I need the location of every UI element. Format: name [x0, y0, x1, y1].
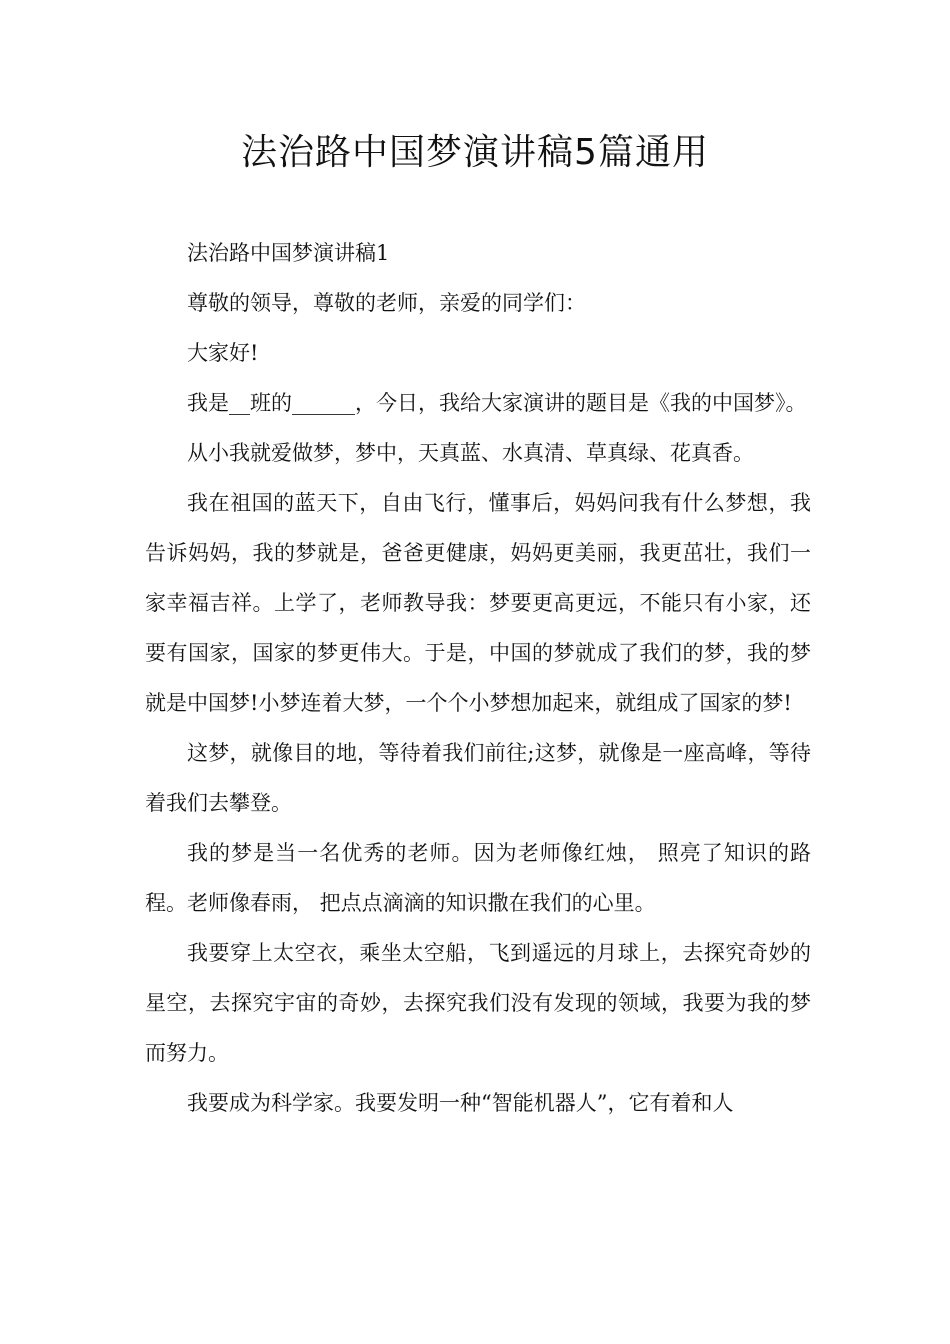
paragraph: 我是__班的______，今日，我给大家演讲的题目是《我的中国梦》。	[187, 391, 807, 415]
document-title: 法治路中国梦演讲稿5篇通用	[241, 132, 709, 173]
paragraph-greeting: 大家好!	[187, 341, 259, 365]
paragraph-heading: 法治路中国梦演讲稿1	[187, 241, 390, 265]
paragraph: 我在祖国的蓝天下，自由飞行，懂事后，妈妈问我有什么梦想，我告诉妈妈，我的梦就是，爸爸更健康，妈妈更美丽，我更茁壮，我们一家幸福吉祥。上学了，老师教导我：梦要更高更远，不能只有小家，还要有国家，国家的梦更伟大。于是，中国的梦就成了我们的梦，我的梦就是中国梦!小梦连着大梦，一个个小梦想加起来，就组成了国家的梦!	[145, 491, 811, 715]
paragraph: 我要成为科学家。我要发明一种“智能机器人”，它有着和人	[187, 1091, 734, 1115]
paragraph: 我要穿上太空衣，乘坐太空船，飞到遥远的月球上，去探究奇妙的星空，去探究宇宙的奇妙，去探究我们没有发现的领域，我要为我的梦而努力。	[145, 941, 811, 1065]
paragraph: 我的梦是当一名优秀的老师。因为老师像红烛， 照亮了知识的路程。老师像春雨， 把点点滴滴的知识撒在我们的心里。	[145, 841, 811, 915]
document-body	[145, 228, 811, 1128]
paragraph: 这梦，就像目的地，等待着我们前往;这梦，就像是一座高峰，等待着我们去攀登。	[145, 741, 811, 815]
paragraph-salutation: 尊敬的领导，尊敬的老师，亲爱的同学们：	[187, 291, 586, 315]
paragraph: 从小我就爱做梦，梦中，天真蓝、水真清、草真绿、花真香。	[187, 441, 754, 465]
